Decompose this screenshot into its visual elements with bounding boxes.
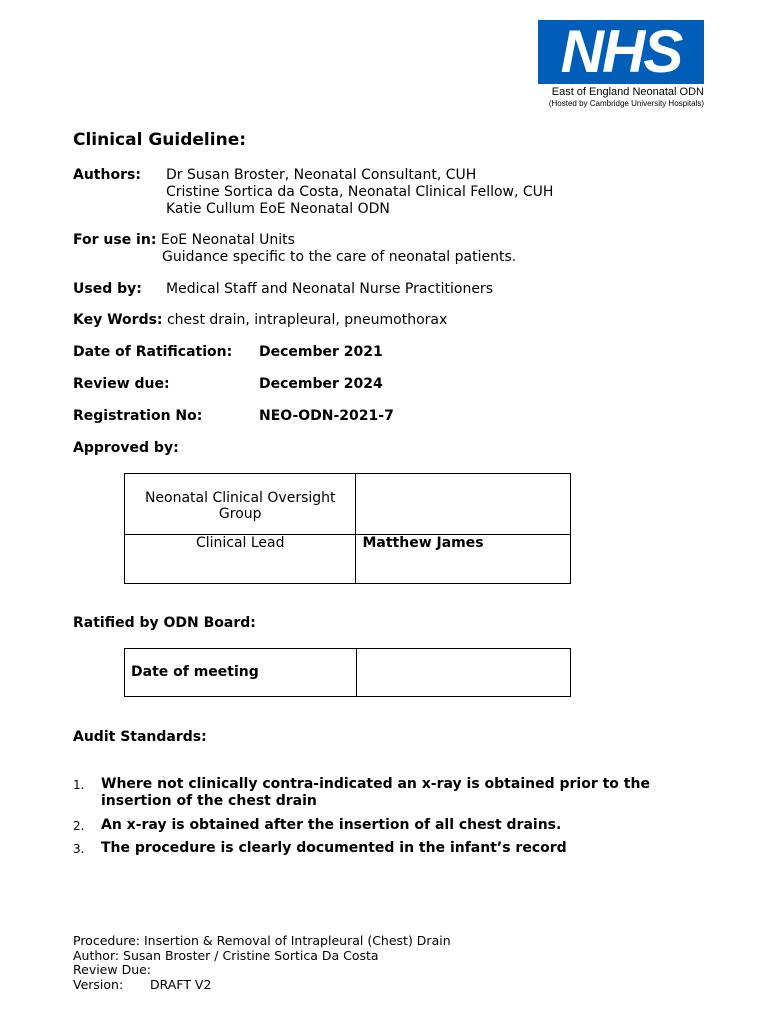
used-by-value: Medical Staff and Neonatal Nurse Practitioners bbox=[166, 281, 493, 297]
document-footer bbox=[73, 934, 451, 992]
registration-value: NEO-ODN-2021-7 bbox=[259, 408, 394, 424]
for-use-in-section bbox=[73, 232, 295, 249]
approval-role-cell: Clinical Lead bbox=[125, 535, 356, 584]
table-row bbox=[125, 535, 571, 584]
list-text: Where not clinically contra-indicated an x-ray is obtained prior to the insertion of the chest drain bbox=[101, 776, 650, 809]
approval-table bbox=[124, 473, 571, 584]
footer-author: Author: Susan Broster / Cristine Sortica Da Costa bbox=[73, 947, 379, 963]
footer-review: Review Due: bbox=[73, 962, 152, 977]
authors-list bbox=[166, 167, 553, 218]
ratification-label: Date of Ratification: bbox=[73, 344, 233, 360]
org-name: East of England Neonatal ODN bbox=[551, 86, 704, 98]
meeting-date-label: Date of meeting bbox=[125, 649, 357, 697]
table-row bbox=[125, 649, 571, 697]
list-text: The procedure is clearly documented in the infant’s record bbox=[101, 840, 567, 856]
approved-by-label: Approved by: bbox=[73, 440, 179, 456]
registration-label: Registration No: bbox=[73, 408, 203, 424]
review-due-label: Review due: bbox=[73, 376, 170, 392]
nhs-wordmark: NHS bbox=[538, 20, 704, 84]
meeting-date-value bbox=[356, 649, 570, 697]
footer-version-value: DRAFT V2 bbox=[150, 976, 212, 992]
list-number: 1. bbox=[73, 778, 85, 792]
key-words-section bbox=[73, 312, 447, 329]
footer-version-label: Version: bbox=[73, 976, 124, 992]
ratification-value: December 2021 bbox=[259, 344, 383, 360]
key-words-label: Key Words: bbox=[73, 312, 163, 328]
footer-version bbox=[73, 978, 451, 993]
used-by-label: Used by: bbox=[73, 281, 142, 297]
approval-name-cell bbox=[356, 474, 571, 535]
list-number: 3. bbox=[73, 842, 85, 856]
key-words-value: chest drain, intrapleural, pneumothorax bbox=[166, 312, 448, 328]
document-title: Clinical Guideline: bbox=[73, 130, 247, 150]
author-line: Cristine Sortica da Costa, Neonatal Clinical Fellow, CUH bbox=[166, 184, 554, 200]
org-host: (Hosted by Cambridge University Hospitals) bbox=[548, 99, 704, 108]
author-line: Dr Susan Broster, Neonatal Consultant, CUH bbox=[166, 167, 477, 183]
for-use-in-label: For use in: bbox=[73, 232, 157, 248]
approval-name-cell: Matthew James bbox=[356, 535, 571, 584]
audit-standards-label: Audit Standards: bbox=[73, 729, 207, 745]
review-due-value: December 2024 bbox=[259, 376, 383, 392]
list-number: 2. bbox=[73, 819, 85, 833]
used-by-section bbox=[73, 281, 142, 298]
ratified-table bbox=[124, 648, 571, 697]
for-use-in-value: EoE Neonatal Units bbox=[160, 232, 295, 248]
authors-section bbox=[73, 167, 141, 184]
authors-label: Authors: bbox=[73, 167, 141, 183]
ratified-by-label: Ratified by ODN Board: bbox=[73, 615, 256, 631]
for-use-in-guidance: Guidance specific to the care of neonatal patients. bbox=[162, 249, 517, 265]
list-text: An x-ray is obtained after the insertion of all chest drains. bbox=[101, 817, 562, 833]
approval-role-cell: Neonatal Clinical Oversight Group bbox=[125, 474, 356, 535]
nhs-logo bbox=[538, 20, 704, 109]
table-row bbox=[125, 474, 571, 535]
footer-procedure: Procedure: Insertion & Removal of Intrapleural (Chest) Drain bbox=[73, 933, 451, 948]
author-line: Katie Cullum EoE Neonatal ODN bbox=[166, 201, 390, 217]
